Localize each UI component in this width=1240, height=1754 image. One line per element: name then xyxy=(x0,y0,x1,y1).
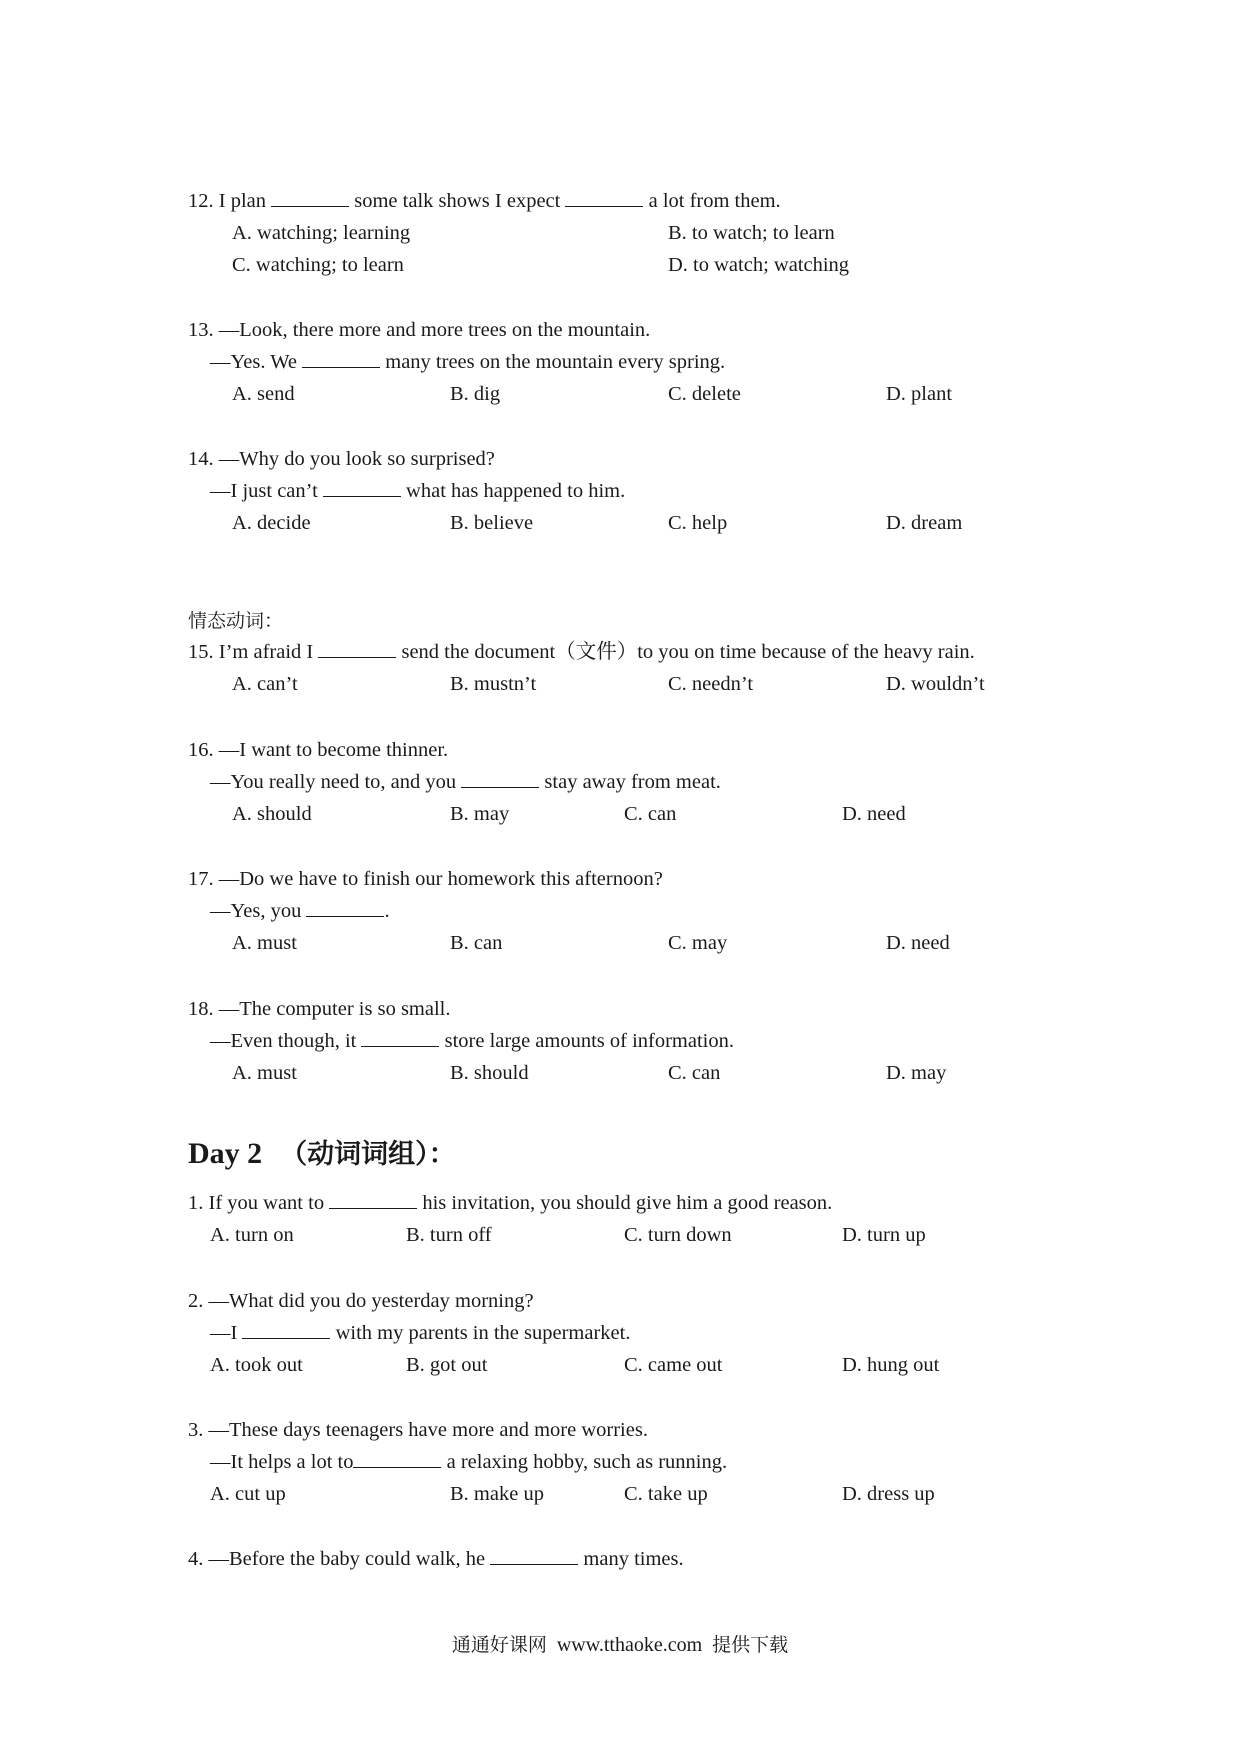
option-b[interactable]: B. may xyxy=(450,803,510,825)
option-c[interactable]: C. turn down xyxy=(624,1224,732,1246)
answer-blank[interactable] xyxy=(461,769,539,788)
option-d[interactable]: D. dream xyxy=(886,512,963,534)
option-b[interactable]: B. dig xyxy=(450,383,501,405)
footer xyxy=(0,1630,1240,1657)
option-c[interactable]: C. needn’t xyxy=(668,673,754,695)
question-17-line1: 17. —Do we have to finish our homework this afternoon? xyxy=(188,868,663,890)
option-d[interactable]: D. to watch; watching xyxy=(668,254,850,276)
option-c[interactable]: C. watching; to learn xyxy=(232,254,404,276)
option-b[interactable]: B. turn off xyxy=(406,1224,492,1246)
option-b[interactable]: B. make up xyxy=(450,1483,544,1505)
question-13-line1: 13. —Look, there more and more trees on the mountain. xyxy=(188,319,651,341)
option-b[interactable]: B. mustn’t xyxy=(450,673,537,695)
day2-question-4-stem: 4. —Before the baby could walk, he many times. xyxy=(188,1548,684,1570)
option-a[interactable]: A. must xyxy=(232,932,297,954)
option-c[interactable]: C. came out xyxy=(624,1354,723,1376)
option-c[interactable]: C. can xyxy=(624,803,677,825)
option-d[interactable]: D. wouldn’t xyxy=(886,673,985,695)
option-a[interactable]: A. decide xyxy=(232,512,311,534)
option-b[interactable]: B. can xyxy=(450,932,503,954)
option-b[interactable]: B. should xyxy=(450,1062,529,1084)
option-a[interactable]: A. must xyxy=(232,1062,297,1084)
answer-blank[interactable] xyxy=(302,349,380,368)
option-d[interactable]: D. hung out xyxy=(842,1354,940,1376)
footer-site: 通通好课网 xyxy=(451,1634,547,1656)
day2-question-2-line2: —I with my parents in the supermarket. xyxy=(210,1322,631,1344)
option-a[interactable]: A. send xyxy=(232,383,295,405)
option-a[interactable]: A. can’t xyxy=(232,673,298,695)
option-c[interactable]: C. help xyxy=(668,512,728,534)
option-d[interactable]: D. turn up xyxy=(842,1224,926,1246)
option-a[interactable]: A. cut up xyxy=(210,1483,286,1505)
option-d[interactable]: D. need xyxy=(842,803,906,825)
option-d[interactable]: D. dress up xyxy=(842,1483,935,1505)
day2-question-3-line1: 3. —These days teenagers have more and more worries. xyxy=(188,1419,648,1441)
answer-blank[interactable] xyxy=(353,1449,441,1468)
option-d[interactable]: D. plant xyxy=(886,383,953,405)
option-c[interactable]: C. delete xyxy=(668,383,741,405)
day2-question-1-stem: 1. If you want to his invitation, you should give him a good reason. xyxy=(188,1192,833,1214)
answer-blank[interactable] xyxy=(565,188,643,207)
answer-blank[interactable] xyxy=(323,478,401,497)
option-b[interactable]: B. got out xyxy=(406,1354,488,1376)
question-14-line1: 14. —Why do you look so surprised? xyxy=(188,448,495,470)
option-d[interactable]: D. may xyxy=(886,1062,947,1084)
option-a[interactable]: A. took out xyxy=(210,1354,303,1376)
question-16-line1: 16. —I want to become thinner. xyxy=(188,739,449,761)
footer-url[interactable]: www.tthaoke.com xyxy=(556,1634,703,1656)
answer-blank[interactable] xyxy=(242,1320,330,1339)
question-16-line2: —You really need to, and you stay away from meat. xyxy=(210,771,721,793)
question-18-line2: —Even though, it store large amounts of information. xyxy=(210,1030,734,1052)
question-13-line2: —Yes. We many trees on the mountain every spring. xyxy=(210,351,726,373)
option-a[interactable]: A. should xyxy=(232,803,312,825)
day2-question-3-line2: —It helps a lot to a relaxing hobby, such as running. xyxy=(210,1451,728,1473)
question-15-stem: 15. I’m afraid I send the document（文件）to you on time because of the heavy rain. xyxy=(188,641,975,663)
section-label: 情态动词： xyxy=(188,610,284,632)
day-heading: Day 2 （动词词组）： xyxy=(188,1137,456,1170)
option-c[interactable]: C. take up xyxy=(624,1483,708,1505)
question-12-stem: 12. I plan some talk shows I expect a lot from them. xyxy=(188,190,781,212)
answer-blank[interactable] xyxy=(329,1190,417,1209)
option-c[interactable]: C. can xyxy=(668,1062,721,1084)
question-17-line2: —Yes, you . xyxy=(210,900,390,922)
answer-blank[interactable] xyxy=(318,639,396,658)
option-a[interactable]: A. turn on xyxy=(210,1224,294,1246)
answer-blank[interactable] xyxy=(306,898,384,917)
question-14-line2: —I just can’t what has happened to him. xyxy=(210,480,626,502)
option-b[interactable]: B. believe xyxy=(450,512,534,534)
option-c[interactable]: C. may xyxy=(668,932,728,954)
answer-blank[interactable] xyxy=(361,1028,439,1047)
question-18-line1: 18. —The computer is so small. xyxy=(188,998,451,1020)
footer-tail: 提供下载 xyxy=(712,1634,789,1656)
answer-blank[interactable] xyxy=(490,1546,578,1565)
option-a[interactable]: A. watching; learning xyxy=(232,222,411,244)
option-d[interactable]: D. need xyxy=(886,932,950,954)
option-b[interactable]: B. to watch; to learn xyxy=(668,222,835,244)
answer-blank[interactable] xyxy=(271,188,349,207)
day2-question-2-line1: 2. —What did you do yesterday morning? xyxy=(188,1290,534,1312)
